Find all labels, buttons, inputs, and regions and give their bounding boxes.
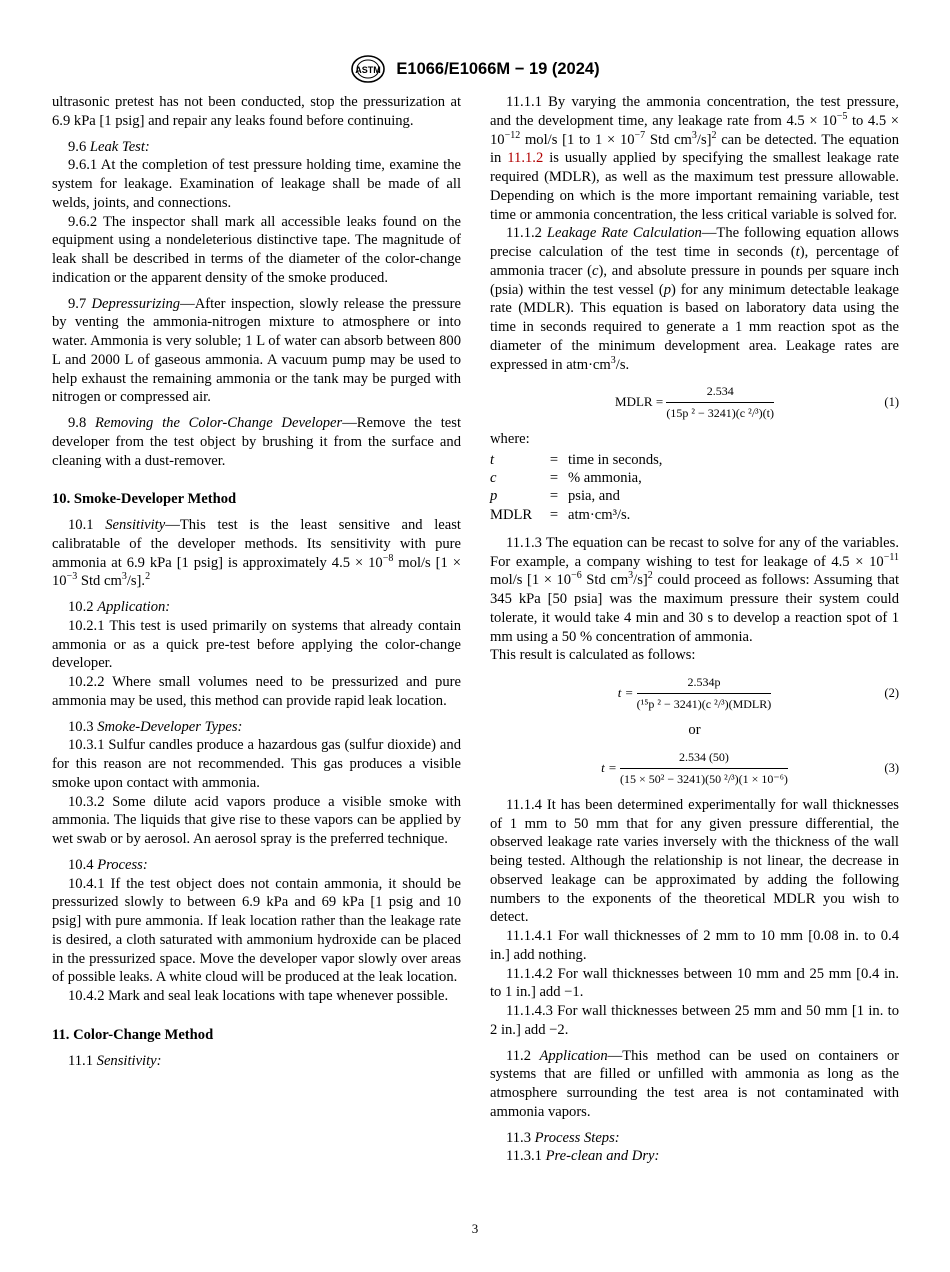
equation-number: (3): [884, 760, 899, 775]
page-number: 3: [471, 1221, 479, 1236]
paragraph-11-1-4: 11.1.4 It has been determined experimentally for wall thicknesses of 1 mm to 50 mm that for any given pressure differential, the observed leakage rate varies inversely with the thickness of the wall being tested. Although the relationship is not linear, the decrease in observed leakage can be approximated by adding the following numbers to the exponents of the theoretical MDLR you wish to detect.: [490, 796, 899, 926]
paragraph-9-7: 9.7 Depressurizing—After inspection, slowly release the pressure by venting the ammonia-nitrogen mixture to atmosphere or into water. Ammonia is very soluble; 1 L of water can absorb between 800 L and 2000 L of gaseous ammonia. A vacuum pump may be used to help exhaust the remaining ammonia or the tank may be purged with nitrogen or compressed air.: [52, 295, 461, 406]
paragraph-11-1-4-1: 11.1.4.1 For wall thicknesses of 2 mm to 10 mm [0.08 in. to 0.4 in.] add nothing.: [490, 928, 899, 963]
section-11-3-heading: 11.3 Process Steps:: [506, 1129, 620, 1146]
equation-number: (2): [884, 686, 899, 701]
variable-row: p = psia, and: [490, 488, 620, 505]
paragraph-calc-intro: This result is calculated as follows:: [490, 647, 696, 664]
paragraph-10-4-2: 10.4.2 Mark and seal leak locations with tape whenever possible.: [68, 988, 449, 1004]
right-column: [490, 93, 899, 1166]
paragraph-10-3-1: 10.3.1 Sulfur candles produce a hazardous gas (sulfur dioxide) and for this reason are not recommended. This gas produces a visible smoke upon contact with ammonia.: [52, 737, 461, 791]
variable-row: c = % ammonia,: [490, 470, 642, 487]
equation-3: t = $\frac{2.534 (50)}{\text{(15 × 50² − 3241)(50 ²/³)(1 × 10⁻⁶)}}$ (3): [601, 749, 899, 786]
variable-row: MDLR = atm·cm³/s.: [490, 506, 631, 523]
paragraph-11-1-4-2: 11.1.4.2 For wall thicknesses between 10 mm and 25 mm [0.4 in. to 1 in.] add −1.: [490, 965, 899, 1001]
paragraph-11-1-1: 11.1.1 By varying the ammonia concentration, the test pressure, and the development time, any leakage rate from $4.5 \times 10^{-5}$ to $4.5 \times 10^{-12}$ mol/s [1 to $1 \times 10^{-7}$ Std $cm^3/s]^2$ can be detected. The equation in 11.1.2 is usually applied by specifying the smallest leakage rate required (MDLR), as well as the maximum test pressure allowable. Depending on which is the more important remaining variable, test time or ammonia concentration, the less critical variable is solved for.: [490, 94, 900, 223]
variable-definitions: [490, 451, 662, 524]
section-11-heading: 11. Color-Change Method: [52, 1026, 214, 1043]
paragraph-10-3-2: 10.3.2 Some dilute acid vapors produce a visible smoke with ammonia. The liquids that give rise to these vapors can be applied by wet swab or by aerosol. An aerosol spray is the preferred technique.: [52, 793, 461, 847]
cross-reference-link[interactable]: 11.1.2: [507, 150, 544, 167]
paragraph-9-6-1: 9.6.1 At the completion of test pressure holding time, examine the system for leakage. Examination of leakage shall be made of all welds, joints, and connections.: [52, 157, 461, 211]
section-10-heading: 10. Smoke-Developer Method: [52, 491, 237, 508]
or-label: or: [688, 722, 701, 739]
paragraph-11-1-4-3: 11.1.4.3 For wall thicknesses between 25 mm and 50 mm [1 in. to 2 in.] add −2.: [490, 1003, 899, 1038]
paragraph-11-1-2: 11.1.2 Leakage Rate Calculation—The following equation allows precise calculation of the test time in seconds (t), percentage of ammonia tracer (c), and absolute pressure in pounds per square inch (psia) within the test vessel (p) for any minimum detectable leakage rate (MDLR). This equation is based on laboratory data using the time in seconds required to generate a 1 mm reaction spot as the diameter of the minimum development area. Leakage rates are expressed in $atm\cdot cm^3/s$.: [490, 225, 900, 373]
paragraph-10-2-1: 10.2.1 This test is used primarily on systems that already contain ammonia or as a quick pre-test before applying the color-change developer.: [52, 617, 461, 672]
paragraph-10-2-2: 10.2.2 Where small volumes need to be pressurized and pure ammonia may be used, this method can provide rapid leak location.: [52, 674, 461, 709]
section-11-1-heading: 11.1 Sensitivity:: [68, 1052, 162, 1069]
page-header: [0, 54, 950, 84]
section-10-2-heading: 10.2 Application:: [68, 599, 171, 615]
paragraph-9-8: 9.8 Removing the Color-Change Developer—Remove the test developer from the test object by brushing it from the surface and cleaning with a dust-remover.: [52, 415, 461, 469]
paragraph-10-4-1: 10.4.1 If the test object does not contain ammonia, it should be pressurized slowly to between 6.9 kPa and 69 kPa [1 psig and 10 psig] with pure ammonia. If leak location rather than the leakage rate is desired, a cloth saturated with ammonium hydroxide can be placed in the pressurized space. Move the developer vapor slowly over areas of possible leaks. A white cloud will be produced at the leak location.: [52, 875, 461, 986]
paragraph-continued: ultrasonic pretest has not been conducted, stop the pressurization at 6.9 kPa [1 psig] and repair any leaks found before continuing.: [52, 94, 461, 129]
document-title: E1066/E1066M − 19 (2024): [396, 59, 600, 78]
variable-row: t = time in seconds,: [490, 452, 663, 468]
section-11-3-1-heading: 11.3.1 Pre-clean and Dry:: [506, 1148, 660, 1165]
section-9-6-heading: 9.6 Leak Test:: [68, 138, 150, 155]
svg-text:ASTM: ASTM: [355, 65, 382, 75]
section-10-3-heading: 10.3 Smoke-Developer Types:: [68, 718, 243, 735]
paragraph-9-6-2: 9.6.2 The inspector shall mark all accessible leaks found on the equipment using a nondeleterious distinctive tape. The magnitude of leak shall be described in terms of the diameter of the color-change indication or the apparent density of the smoke produced.: [52, 213, 461, 286]
paragraph-11-2: 11.2 Application—This method can be used on containers or systems that are filled or unfilled with ammonia as long as the atmosphere surrounding the test area is not contaminated with ammonia vapors.: [490, 1047, 899, 1120]
astm-logo-icon: [350, 54, 386, 84]
equation-1: MDLR = $\frac{2.534}{\text{(15p ² − 3241)(c ²/³)(t)}}$ (1): [615, 384, 899, 420]
footnote-ref: 2: [145, 571, 151, 583]
where-label: where:: [490, 431, 530, 448]
left-column: [52, 93, 461, 1070]
paragraph-10-1: 10.1 Sensitivity—This test is the least sensitive and least calibratable of the developer methods. Its sensitivity with pure ammonia at 6.9 kPa [1 psig] is approximately $4.5 \times 10^{-8}$ mol/s [$1 \times 10^{-3}$ Std $cm^3/s].^2$: [52, 517, 461, 590]
paragraph-11-1-3: 11.1.3 The equation can be recast to solve for any of the variables. For example, a company wishing to test for leakage of $4.5 \times 10^{-11}$ mol/s [$1 \times 10^{-6}$ Std $cm^3/s]^2$ could proceed as follows: Assuming that 345 kPa [50 psia] was the maximum pressure their system could tolerate, it would take 4 min and 30 s to develop a reaction spot of 1 mm using a 50 % concentration of ammonia.: [490, 534, 899, 645]
section-10-4-heading: 10.4 Process:: [68, 856, 148, 873]
equation-number: (1): [884, 395, 899, 410]
equation-2: t = $\frac{2.534p}{\text{(¹⁵p ² − 3241)(c ²/³)(MDLR)}}$ (2): [617, 675, 899, 711]
